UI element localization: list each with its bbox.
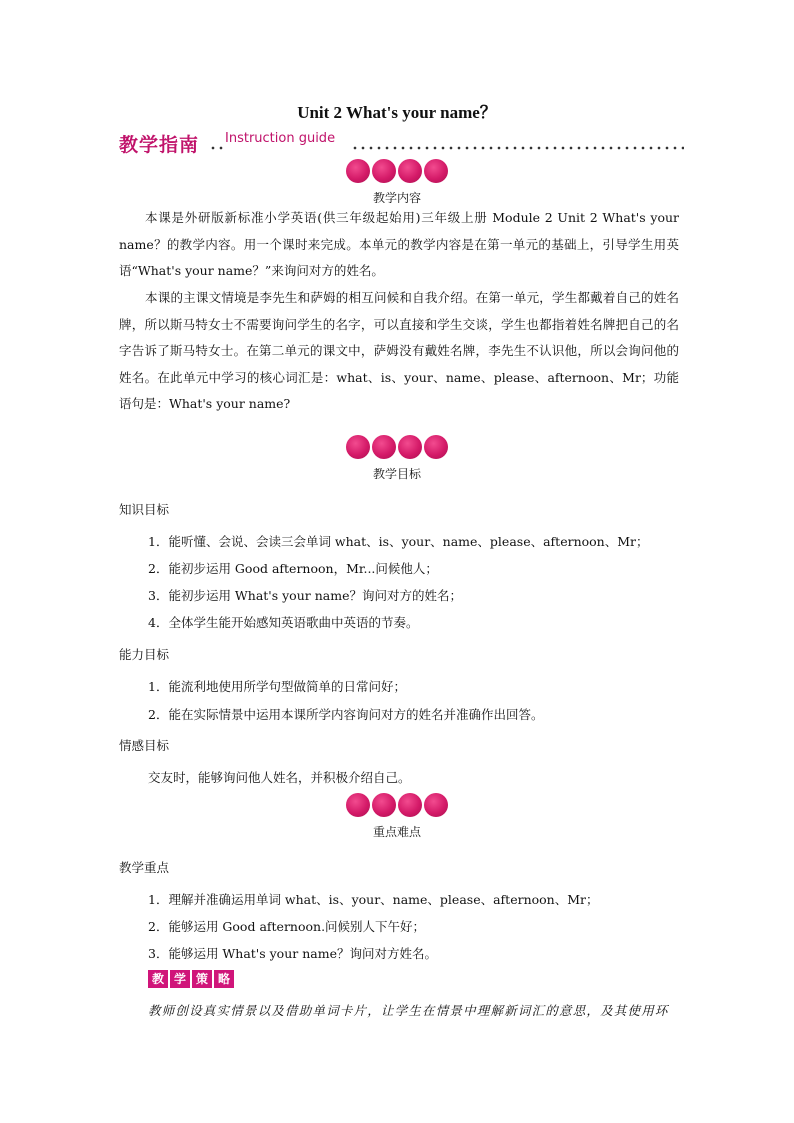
strategy-char: 教 (148, 970, 168, 988)
page-title: Unit 2 What's your name？ (297, 103, 497, 122)
ball-icon (424, 435, 448, 459)
list-item: 2．能在实际情景中运用本课所学内容询问对方的姓名并准确作出回答。 (148, 707, 544, 722)
ability-goals-heading: 能力目标 (119, 647, 170, 662)
ball-ornament (0, 159, 794, 183)
ball-icon (424, 159, 448, 183)
list-item: 3．能初步运用 What's your name？询问对方的姓名； (148, 588, 462, 603)
teaching-strategy-badge (148, 970, 234, 988)
section-header-content (0, 159, 794, 206)
strategy-char: 策 (192, 970, 212, 988)
strategy-char: 学 (170, 970, 190, 988)
ball-icon (398, 793, 422, 817)
emotion-goals-text: 交友时，能够询问他人姓名，并积极介绍自己。 (148, 770, 411, 785)
list-item: 2．能够运用 Good afternoon.问候别人下午好； (148, 919, 426, 934)
section-label: 教学内容 (372, 191, 421, 205)
list-item: 4．全体学生能开始感知英语歌曲中英语的节奏。 (148, 615, 419, 630)
list-item: 3．能够运用 What's your name？询问对方姓名。 (148, 946, 437, 961)
ball-icon (372, 435, 396, 459)
strategy-char: 略 (214, 970, 234, 988)
ball-icon (346, 159, 370, 183)
keypoints-heading: 教学重点 (119, 860, 170, 875)
section-label: 重点难点 (372, 825, 421, 839)
strategy-text: 教师创设真实情景以及借助单词卡片，让学生在情景中理解新词汇的意思，及其使用环 (148, 1003, 669, 1018)
ball-icon (346, 793, 370, 817)
list-item: 2．能初步运用 Good afternoon，Mr...问候他人； (148, 561, 438, 576)
ball-ornament (0, 793, 794, 817)
guide-title-en: Instruction guide (225, 131, 336, 146)
knowledge-goals-heading: 知识目标 (119, 502, 170, 517)
list-item: 1．能听懂、会说、会读三会单词 what、is、your、name、please、afternoon、Mr； (148, 534, 649, 549)
content-paragraph-2: 本课的主课文情境是李先生和萨姆的相互问候和自我介绍。在第一单元，学生都戴着自己的姓名牌，所以斯马特女士不需要询问学生的名字，可以直接和学生交谈，学生也都指着姓名牌把自己的名字告诉了斯马特女士。在第二单元的课文中，萨姆没有戴姓名牌，李先生不认识他，所以会询问他的姓名。在此单元中学习的核心词汇是：what、is、your、name、please、afternoon、Mr；功能语句是：What's your name? (119, 290, 679, 411)
guide-title-cn: 教学指南 (119, 134, 200, 156)
dotted-divider-left (209, 146, 223, 150)
list-item: 1．能流利地使用所学句型做简单的日常问好； (148, 679, 406, 694)
ball-icon (424, 793, 448, 817)
section-header-goals (0, 435, 794, 482)
list-item: 1．理解并准确运用单词 what、is、your、name、please、afternoon、Mr； (148, 892, 599, 907)
section-header-keypoints (0, 793, 794, 840)
ball-icon (398, 159, 422, 183)
emotion-goals-heading: 情感目标 (119, 738, 170, 753)
content-paragraph-1: 本课是外研版新标准小学英语(供三年级起始用)三年级上册 Module 2 Unit 2 What's your name？的教学内容。用一个课时来完成。本单元的教学内容是在第一单元的基础上，引导学生用英语“What's your name？”来询问对方的姓名。 (119, 210, 679, 278)
instruction-guide-banner (119, 130, 684, 154)
ball-icon (372, 159, 396, 183)
ball-ornament (0, 435, 794, 459)
dotted-divider-right (351, 146, 684, 150)
ball-icon (346, 435, 370, 459)
ball-icon (372, 793, 396, 817)
ball-icon (398, 435, 422, 459)
section-label: 教学目标 (372, 467, 421, 481)
